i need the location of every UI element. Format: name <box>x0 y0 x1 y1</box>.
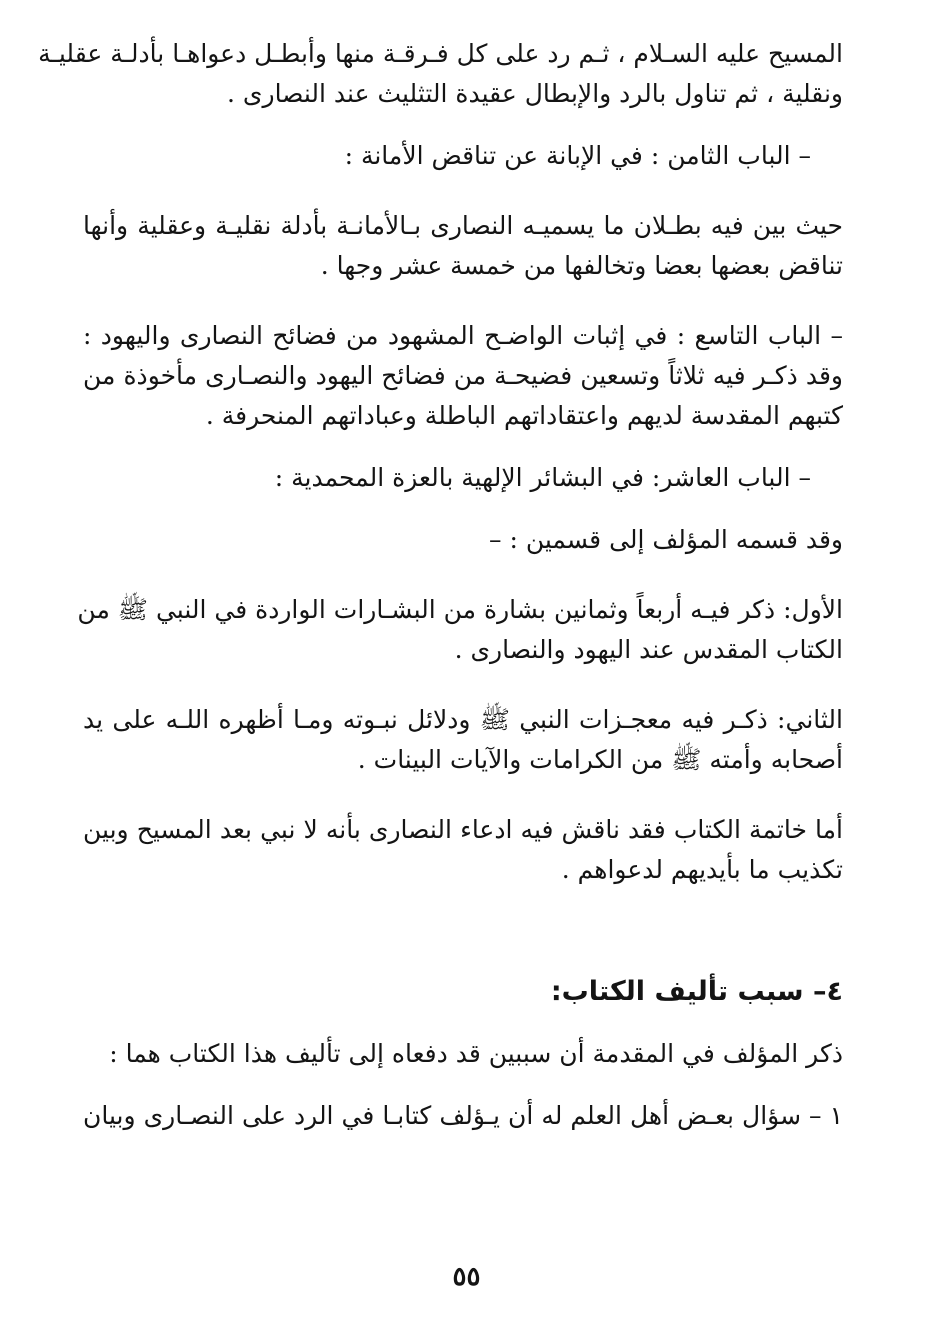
text-line: المسيح عليه السـلام ، ثـم رد على كل فـرقـة منها وأبطـل دعواهـا بأدلـة عقليـة <box>38 39 843 68</box>
chapter-eight-heading: – الباب الثامن : في الإبانة عن تناقض الأمانة : <box>344 141 811 170</box>
text-line: كتبهم المقدسة لديهم واعتقاداتهم الباطلة وعباداتهم المنحرفة . <box>205 401 843 430</box>
text-line: وقد قسمه المؤلف إلى قسمين : – <box>489 525 843 554</box>
section-heading: ٤– سبب تأليف الكتاب: <box>550 976 843 1007</box>
chapter-ten-heading: – الباب العاشر: في البشائر الإلهية بالعزة المحمدية : <box>274 463 811 492</box>
text-line: أصحابه وأمته ﷺ من الكرامات والآيات البينات . <box>357 745 843 774</box>
text-line: الثاني: ذكـر فيه معجـزات النبي ﷺ ودلائل نبـوته ومـا أظهره اللـه على يد <box>83 705 843 734</box>
text-line: تناقض بعضها بعضا وتخالفها من خمسة عشر وجها . <box>320 251 843 280</box>
page-body <box>38 34 843 1136</box>
page-number: ٥٥ <box>452 1262 481 1292</box>
text-line: الأول: ذكر فيـه أربعاً وثمانين بشارة من البشـارات الواردة في النبي ﷺ من <box>77 595 843 624</box>
text-line: وقد ذكـر فيه ثلاثاً وتسعين فضيحـة من فضائح اليهود والنصـارى مأخوذة من <box>83 361 843 390</box>
text-line: ١ – سؤال بعـض أهل العلم له أن يـؤلف كتابـا في الرد على النصـارى وبيان <box>83 1101 843 1130</box>
chapter-nine-heading: – الباب التاسع : في إثبات الواضـح المشهود من فضائح النصارى واليهود : <box>83 321 843 350</box>
text-line: الكتاب المقدس عند اليهود والنصارى . <box>454 635 843 664</box>
text-line: حيث بين فيه بطـلان ما يسميـه النصارى بـالأمانـة بأدلة نقليـة وعقلية وأنها <box>83 211 843 240</box>
text-line: تكذيب ما بأيديهم لدعواهم . <box>561 855 843 884</box>
text-line: أما خاتمة الكتاب فقد ناقش فيه ادعاء النصارى بأنه لا نبي بعد المسيح وبين <box>83 815 843 844</box>
text-line: ذكر المؤلف في المقدمة أن سببين قد دفعاه إلى تأليف هذا الكتاب هما : <box>109 1039 843 1068</box>
text-line: ونقلية ، ثم تناول بالرد والإبطال عقيدة التثليث عند النصارى . <box>227 79 843 108</box>
